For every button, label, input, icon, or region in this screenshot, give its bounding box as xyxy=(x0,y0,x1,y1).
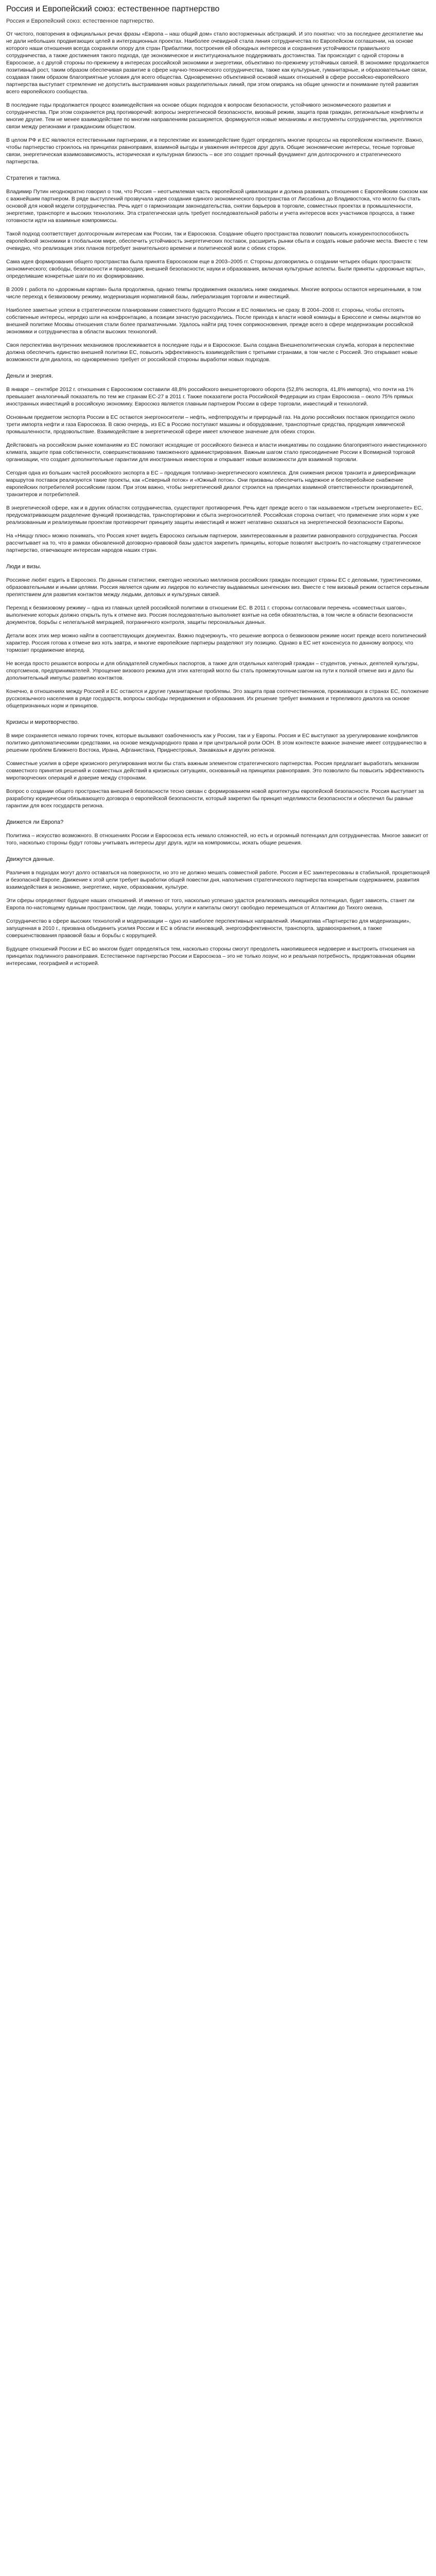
paragraph: Россияне любят ездить в Евросоюз. По данным статистики, ежегодно несколько миллионов российских граждан посещают страны ЕС с деловыми, туристическими, образовательными и иными целями. Россия является одним из лидеров по количеству выдаваемых шенгенских виз. Вместе с тем визовый режим остается серьезным препятствием для развития контактов между людьми, деловых и культурных связей. xyxy=(6,577,429,598)
section-heading: Деньги и энергия. xyxy=(6,373,53,379)
section-heading: Стратегия и тактика. xyxy=(6,175,61,181)
paragraph: В последние годы продолжается процесс взаимодействия на основе общих подходов к вопросам безопасности, устойчивого экономического развития и сотрудничества. При этом сохраняется ряд противоречий: вопросы энергетической безопасности, визовый режим, защита прав граждан, региональные конфликты и многие другие. Тем не менее взаимодействие по многим направлениям расширяется, формируются новые механизмы и инструменты сотрудничества, укрепляются связи между регионами и гражданским обществом. xyxy=(6,102,424,130)
paragraph: Не всегда просто решаются вопросы и для обладателей служебных паспортов, а также для отдельных категорий граждан – студентов, ученых, деятелей культуры, спортсменов, предпринимателей. Упрощение визового режима для этих категорий могло бы стать промежуточным шагом на пути к полной отмене виз и дало бы дополнительный импульс развитию контактов. xyxy=(6,660,419,681)
document-body xyxy=(6,30,430,967)
paragraph: Переход к безвизовому режиму – одна из главных целей российской политики в отношении ЕС. В 2011 г. стороны согласовали перечень «совместных шагов», выполнение которых должно открыть путь к отмене виз. Россия последовательно выполняет взятые на себя обязательства, в том числе в области безопасности документов, борьбы с нелегальной миграцией, пограничного контроля, защиты персональных данных. xyxy=(6,605,413,625)
paragraph: Конечно, в отношениях между Россией и ЕС остаются и другие гуманитарные проблемы. Это защита прав соотечественников, проживающих в странах ЕС, положение русскоязычного населения в ряде государств, вопросы свободы передвижения и образования. Их решение требует внимания и терпеливого диалога на основе общепризнанных норм и принципов. xyxy=(6,688,429,709)
paragraph: Владимир Путин неоднократно говорил о том, что Россия – неотъемлемая часть европейской цивилизации и должна развивать отношения с Европейским союзом как с важнейшим партнером. В ряде выступлений прозвучала идея создания единого экономического пространства от Лиссабона до Владивостока, что могло бы стать основой для новой модели сотрудничества. Речь идет о гармонизации законодательства, снятии барьеров в торговле, совместных проектах в промышленности, энергетике, транспорте и высоких технологиях. Эта стратегическая цель требует последовательной работы и учета интересов всех участников процесса, а также готовности идти на взаимные компромиссы. xyxy=(6,189,428,224)
paragraph: Будущее отношений России и ЕС во многом будет определяться тем, насколько стороны смогут преодолеть накопившееся недоверие и выстроить отношения на принципах подлинного равноправия. Естественное партнерство России и Евросоюза – это не только лозунг, но и реальная потребность, продиктованная общими интересами, географией и историей. xyxy=(6,946,415,967)
document-title: Россия и Европейский союз: естественное партнерство xyxy=(6,5,220,13)
document-page xyxy=(0,0,436,979)
paragraph: В мире сохраняется немало горячих точек, которые вызывают озабоченность как у России, так и у Европы. Россия и ЕС выступают за урегулирование конфликтов политико-дипломатическими средствами, на основе международного права и при центральной роли ООН. В этом контексте важное значение имеет сотрудничество в решении проблем Ближнего Востока, Ирана, Афганистана, Приднестровья, Закавказья и других регионов. xyxy=(6,733,427,753)
paragraph: Такой подход соответствует долгосрочным интересам как России, так и Евросоюза. Создание общего пространства позволит повысить конкурентоспособность европейской экономики в глобальном мире, обеспечить устойчивость энергетических поставок, расширить рынки сбыта и создать новые рабочие места. Вместе с тем очевидно, что реализация этих планов потребует значительного времени и политической воли с обеих сторон. xyxy=(6,231,428,251)
paragraph: В целом РФ и ЕС являются естественными партнерами, и в перспективе их взаимодействие будет определять многие процессы на европейском континенте. Важно, чтобы партнерство строилось на принципах равноправия, взаимной выгоды и уважения интересов друг друга. Общие экономические интересы, тесные торговые связи, энергетическая взаимозависимость, историческая и культурная близость – все это создает прочный фундамент для долгосрочного и стратегического партнерства. xyxy=(6,137,424,165)
paragraph: Вопрос о создании общего пространства внешней безопасности тесно связан с формированием новой архитектуры европейской безопасности. Россия выступает за разработку юридически обязывающего договора о европейской безопасности, который закрепил бы принцип неделимости безопасности и обеспечил бы равные гарантии для всех государств региона. xyxy=(6,788,424,809)
paragraph: Совместные усилия в сфере кризисного регулирования могли бы стать важным элементом стратегического партнерства. Россия предлагает выработать механизм совместного принятия решений и совместных действий в кризисных ситуациях, основанный на принципах равноправия. Это позволило бы повысить эффективность миротворческих операций и доверие между сторонами. xyxy=(6,760,425,781)
section-heading: Люди и визы. xyxy=(6,564,42,570)
paragraph: Детали всех этих мер можно найти в соответствующих документах. Важно подчеркнуть, что решение вопроса о безвизовом режиме носит прежде всего политический характер. Россия готова к отмене виз хоть завтра, и многие европейские партнеры разделяют эту позицию. Однако в ЕС нет консенсуса по данному вопросу, что тормозит продвижение вперед. xyxy=(6,633,427,653)
paragraph: В 2009 г. работа по «дорожным картам» была продолжена, однако темпы продвижения оказались ниже ожидаемых. Многие вопросы остаются нерешенными, в том числе переход к безвизовому режиму, модернизация нормативной базы, либерализация торговли и инвестиций. xyxy=(6,286,422,300)
document-subtitle: Россия и Европейский союз: естественное партнерство. xyxy=(6,18,154,24)
paragraph: Своя перспектива внутренних механизмов прослеживается в последние годы и в Евросоюзе. Была создана Внешнеполитическая служба, которая в перспективе должна обеспечить единство внешней политики ЕС, повысить эффективность взаимодействия с третьими странами, в том числе с Россией. Это открывает новые возможности для диалога, но одновременно требует от российской стороны выработки новых подходов. xyxy=(6,342,418,363)
paragraph: Сегодня одна из больших частей российского экспорта в ЕС – продукция топливно-энергетического комплекса. Для снижения рисков транзита и диверсификации маршрутов поставок реализуются такие проекты, как «Северный поток» и «Южный поток». Они призваны обеспечить надежное и бесперебойное снабжение европейских потребителей российским газом. При этом важно, чтобы энергетический диалог строился на принципах взаимной ответственности производителей, транзитеров и потребителей. xyxy=(6,470,416,498)
paragraph: На «Ниццу плюс» можно понимать, что Россия хочет видеть Евросоюз сильным партнером, заинтересованным в развитии равноправного сотрудничества. Россия рассчитывает на то, что в рамках обновленной договорно-правовой базы удастся закрепить принципы, которые позволят выстроить по-настоящему стратегическое партнерство, отвечающее интересам народов наших стран. xyxy=(6,533,421,553)
section-heading: Движутся данные. xyxy=(6,856,55,862)
paragraph: В энергетической сфере, как и в других областях сотрудничества, существуют противоречия. Речь идет прежде всего о так называемом «третьем энергопакете» ЕС, предусматривающем разделение функций производства, транспортировки и сбыта энергоносителей. Российская сторона считает, что применение этих норм к уже реализованным и реализуемым проектам противоречит принципу защиты инвестиций и может негативно сказаться на энергетической безопасности Европы. xyxy=(6,505,423,526)
paragraph: От чистого, повторения в официальных речах фразы «Европа – наш общий дом» стало восторженных абстракций. И это понятно: что за последнее десятилетие мы не дали небольших продвигающих целей в интеграционных проектах. Наиболее очевидной стала линия сотрудничества по Европейском соглашении, на основе которого наши отношения всегда сохраняли опору для стран Прибалтики, построения ей обоюдных интересов и сохранения устойчивости правильного сотрудничества, а также достижения такого подхода, где экономическое и институциональное поддерживать достоинства. Так происходит с одной стороны в Евросоюзе, а с другой стороны по-прежнему в интересах российской экономики и энергетики, объективно по-прежнему устойчивых связей. В экономике продолжается позитивный рост, таким образом обеспечивая развитие в сфере научно-технического сотрудничества, также как культурные, гуманитарные, и образовательные связи, создавая таким образом благоприятные условия для всего общества. Одновременно объективной основой наших отношений в сфере российско-европейского партнерства выступает стремление не допустить выстраивания новых разделительных линий, при этом опираясь на общие ценности и понимание путей развития всего европейского сообщества. xyxy=(6,31,429,95)
section-heading: Кризисы и миротворчество. xyxy=(6,719,79,725)
paragraph: Действовать на российском рынке компаниям из ЕС помогают исходящие от российского бизнеса и власти инициативы по созданию благоприятного инвестиционного климата, защите прав собственности, совершенствованию таможенного администрирования. Важным шагом стало присоединение России к Всемирной торговой организации, что создает дополнительные гарантии для иностранных инвесторов и открывает новые возможности для взаимной торговли. xyxy=(6,442,427,463)
paragraph: Различия в подходах могут долго оставаться на поверхности, но это не должно мешать совместной работе. Россия и ЕС заинтересованы в стабильной, процветающей и безопасной Европе. Движение к этой цели требует выработки общей повестки дня, наполнения стратегического партнерства конкретным содержанием, развития взаимодействия в экономике, энергетике, науке, образовании, культуре. xyxy=(6,870,430,890)
paragraph: Наиболее заметные успехи в стратегическом планировании совместного будущего России и ЕС появились не сразу. В 2004–2008 гг. стороны, чтобы отстоять собственные интересы, нередко шли на конфронтацию, а позиции зачастую расходились. После прихода к власти новой команды в Брюсселе и смены акцентов во внешней политике Москвы отношения стали более прагматичными. Удалось найти ряд точек соприкосновения, прежде всего в сфере модернизации российской экономики и сотрудничества в области высоких технологий. xyxy=(6,307,421,335)
paragraph: Эти сферы определяют будущее наших отношений. И именно от того, насколько успешно удастся реализовать имеющийся потенциал, будет зависеть, станет ли Европа по-настоящему единым пространством, где люди, товары, услуги и капиталы смогут свободно перемещаться от Атлантики до Тихого океана. xyxy=(6,897,415,911)
paragraph: В январе – сентябре 2012 г. отношения с Евросоюзом составили 48,8% российского внешнеторгового оборота (52,8% экспорта, 41,8% импорта), что почти на 1% превышает аналогичный показатель по тем же странам ЕС-27 в 2011 г. Также показатели роста Российской Федерации из стран Евросоюза – около 75% прямых иностранных инвестиций в российскую экономику. Евросоюз является главным партнером России в сфере торговли, инвестиций и технологий. xyxy=(6,386,414,407)
paragraph: Сотрудничество в сфере высоких технологий и модернизации – одно из наиболее перспективных направлений. Инициатива «Партнерство для модернизации», запущенная в 2010 г., призвана объединить усилия России и ЕС в области инноваций, энергоэффективности, транспорта, здравоохранения, а также совершенствования правовой базы и борьбы с коррупцией. xyxy=(6,918,411,939)
paragraph: Основным предметом экспорта России в ЕС остаются энергоносители – нефть, нефтепродукты и природный газ. На долю российских поставок приходится около трети импорта нефти и газа Евросоюза. В свою очередь, из ЕС в Россию поступают машины и оборудование, транспортные средства, продукция химической промышленности, продовольствие. Взаимодействие в энергетической сфере имеет ключевое значение для обеих сторон. xyxy=(6,414,415,435)
section-heading: Движется ли Европа? xyxy=(6,819,64,825)
paragraph: Сама идея формирования общего пространства была принята Евросоюзом еще в 2003–2005 гг. Стороны договорились о создании четырех общих пространств: экономического; свободы, безопасности и правосудия; внешней безопасности; науки и образования, включая культурные аспекты. Были приняты «дорожные карты», определившие конкретные шаги по их формированию. xyxy=(6,259,426,279)
paragraph: Политика – искусство возможного. В отношениях России и Евросоюза есть немало сложностей, но есть и огромный потенциал для сотрудничества. Многое зависит от того, насколько стороны будут готовы учитывать интересы друг друга, идти на компромиссы, искать общие решения. xyxy=(6,833,429,846)
